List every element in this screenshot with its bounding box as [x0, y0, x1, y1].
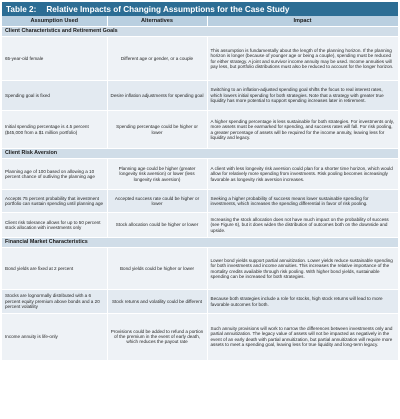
impact-cell: Increasing the stock allocation does not have much impact on the probability of success (see Figure 6), but it does widen the distribution of outcomes both on the downside and upside.: [207, 213, 398, 238]
impact-cell: Seeking a higher probability of success means lower sustainable spending for investments, which increases the spending differential in favor of risk pooling.: [207, 190, 398, 213]
assumption-cell: Spending goal is fixed: [2, 81, 107, 111]
assumption-cell: Planning age of 100 based on allowing a 10 percent chance of outliving the planning age: [2, 159, 107, 190]
section-title: Financial Market Characteristics: [2, 238, 398, 248]
table-row: [2, 81, 398, 111]
assumptions-table: [2, 16, 399, 360]
table-row: [2, 111, 398, 149]
assumption-cell: Accepts 75 percent probability that investment portfolio can sustain spending until planning age: [2, 190, 107, 213]
impact-cell: This assumption is fundamentally about the length of the planning horizon. If the planning horizon is longer (because of younger age or being a couple), spending must be reduced for either strategy. A joint and survivor income annuity may be used. Income annuities will pay less, but portfolio distributions must also be reduced to account for the longer horizon.: [207, 37, 398, 81]
section-title: Client Risk Aversion: [2, 149, 398, 159]
table-row: [2, 213, 398, 238]
table-row: [2, 37, 398, 81]
table-row: [2, 159, 398, 190]
alternatives-cell: Different age or gender, or a couple: [107, 37, 207, 81]
assumption-cell: Client risk tolerance allows for up to 50 percent stock allocation with investments only: [2, 213, 107, 238]
assumption-cell: Bond yields are fixed at 2 percent: [2, 248, 107, 290]
assumption-cell: Income annuity is life-only: [2, 314, 107, 360]
header-alternatives: Alternatives: [107, 16, 207, 27]
alternatives-cell: Planning age could be higher (greater longevity risk aversion) or lower (less longevity risk aversion): [107, 159, 207, 190]
table-number: Table 2:: [6, 4, 37, 14]
table-title-bar: [2, 2, 398, 16]
alternatives-cell: Spending percentage could be higher or lower: [107, 111, 207, 149]
assumption-cell: Stocks are lognormally distributed with a 6 percent equity premium above bonds and a 20 percent volatility: [2, 290, 107, 314]
table-row: [2, 190, 398, 213]
section-row: [2, 149, 398, 159]
table-row: [2, 248, 398, 290]
assumption-cell: 65-year-old female: [2, 37, 107, 81]
assumption-cell: Initial spending percentage is 4.5 percent ($45,000 from a $1 million portfolio): [2, 111, 107, 149]
header-impact: Impact: [207, 16, 398, 27]
impact-cell: Because both strategies include a role for stocks, high stock returns will lead to more favorable outcomes for both.: [207, 290, 398, 314]
table-row: [2, 290, 398, 314]
impact-cell: A higher spending percentage is less sustainable for both strategies. For investments only, more assets must be earmarked for spending, and success rates will fall. For risk pooling, a greater percentage of assets will be required for the income annuity, leaving less for liquidity and legacy.: [207, 111, 398, 149]
impact-cell: Lower bond yields support partial annuitization. Lower yields reduce sustainable spending for both investments and income annuities. This increases the relative importance of the mortality credits available through risk pooling. With higher bond yields, sustainable spending can be increased for both strategies.: [207, 248, 398, 290]
alternatives-cell: Bond yields could be higher or lower: [107, 248, 207, 290]
section-row: [2, 27, 398, 37]
alternatives-cell: Provisions could be added to refund a portion of the premium in the event of early death, which reduces the payout rate: [107, 314, 207, 360]
impact-cell: A client with less longevity risk aversion could plan for a shorter time horizon, which would allow for relatively more spending from investments. Risk pooling becomes increasingly favorable as longevity risk aversion increases.: [207, 159, 398, 190]
alternatives-cell: Desire inflation adjustments for spending goal: [107, 81, 207, 111]
table-title: Relative Impacts of Changing Assumptions for the Case Study: [46, 4, 290, 14]
alternatives-cell: Stock allocation could be higher or lower: [107, 213, 207, 238]
section-title: Client Characteristics and Retirement Goals: [2, 27, 398, 37]
section-row: [2, 238, 398, 248]
header-row: [2, 16, 398, 27]
alternatives-cell: Stock returns and volatility could be different: [107, 290, 207, 314]
impact-cell: Such annuity provisions will work to narrow the differences between investments only and partial annuitization. The legacy value of assets will not be impacted as negatively in the event of an early death with partial annuitization, but partial annuitization will require more assets to meet a spending goal, leaving less for true liquidity and long-term legacy.: [207, 314, 398, 360]
table-row: [2, 314, 398, 360]
alternatives-cell: Accepted success rate could be higher or lower: [107, 190, 207, 213]
header-assumption: Assumption Used: [2, 16, 107, 27]
impact-cell: Switching to an inflation-adjusted spending goal shifts the focus to real interest rates, which lowers initial spending for both strategies. Note that a strategy with greater true liquidity has more potential to support spending increases later in retirement.: [207, 81, 398, 111]
